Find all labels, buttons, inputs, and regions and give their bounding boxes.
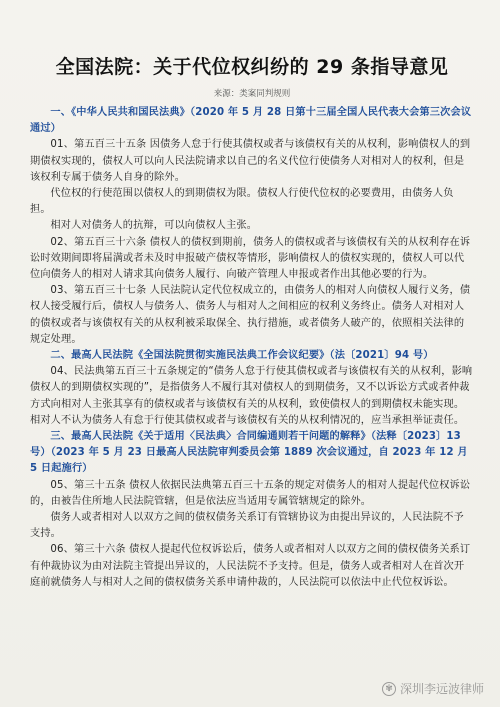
section-heading-1: 一、《中华人民共和国民法典》（2020 年 5 月 28 日第十三届全国人民代表大会第三次会议通过）: [30, 107, 472, 135]
paragraph: 债务人或者相对人以双方之间的债权债务关系订有管辖协议为由提出异议的，人民法院不予支持。: [30, 512, 464, 540]
paragraph: 代位权的行使范围以债权人的到期债权为限。债权人行使代位权的必要费用，由债务人负担。: [30, 188, 454, 216]
section-heading-2: 二、最高人民法院《全国法院贯彻实施民法典工作会议纪要》（法〔2021〕94 号）: [50, 350, 434, 362]
paragraph: 04、民法典第五百三十五条规定的“债务人怠于行使其债权或者与该债权有关的从权利，影响债权人的到期债权实现的”，是指债务人不履行其对债权人的到期债务，又不以诉讼方式或者仲裁方式向相对人主张其享有的债权或者与该债权有关的从权利，致使债权人的到期债权未能实现。相对人不认为债务人有怠于行使其债权或者与该债权有关的从权利情况的，应当承担举证责任。: [30, 366, 473, 426]
watermark-text: 深圳李远波律师: [399, 682, 484, 696]
source-line: 来源：类案同判规则: [213, 89, 291, 99]
paragraph: 相对人对债务人的抗辩，可以向债权人主张。: [50, 220, 258, 232]
document-body: [30, 105, 474, 591]
page-title: 全国法院：关于代位权纠纷的 29 条指导意见: [55, 56, 449, 78]
section-heading-3: 三、最高人民法院《关于适用〈民法典〉合同编通则若干问题的解释》（法释〔2023〕13 号）（2023 年 5 月 23 日最高人民法院审判委员会第 1889 次会议通过，自 2023 年 12 月 5 日起施行）: [30, 431, 468, 475]
paragraph: 02、第五百三十六条 债权人的债权到期前，债务人的债权或者与该债权有关的从权利存在诉讼时效期间即将届满或者未及时申报破产债权等情形，影响债权人的债权实现的，债权人可以代位向债务人的相对人请求其向债务人履行、向破产管理人申报或者作出其他必要的行为。: [30, 236, 471, 281]
paragraph: 05、第三十五条 债权人依据民法典第五百三十五条的规定对债务人的相对人提起代位权诉讼的，由被告住所地人民法院管辖，但是依法应当适用专属管辖规定的除外。: [30, 479, 471, 507]
paragraph: 01、第五百三十五条 因债务人怠于行使其债权或者与该债权有关的从权利，影响债权人的到期债权实现的，债权人可以向人民法院请求以自己的名义代位行使债务人对相对人的权利，但是该权利专属于债务人自身的除外。: [30, 139, 471, 183]
watermark: [382, 680, 484, 697]
bear-paw-icon: ✾: [382, 682, 396, 696]
paragraph: 06、第三十六条 债权人提起代位权诉讼后，债务人或者相对人以双方之间的债权债务关系订有仲裁协议为由对法院主管提出异议的，人民法院不予支持。但是，债务人或者相对人在首次开庭前就债务人与相对人之间的债权债务关系申请仲裁的，人民法院可以依法中止代位权诉讼。: [30, 544, 471, 588]
paragraph: 03、第五百三十七条 人民法院认定代位权成立的，由债务人的相对人向债权人履行义务，债权人接受履行后，债权人与债务人、债务人与相对人之间相应的权利义务终止。债务人对相对人的债权或者与该债权有关的从权利被采取保全、执行措施，或者债务人破产的，依照相关法律的规定处理。: [30, 285, 471, 345]
